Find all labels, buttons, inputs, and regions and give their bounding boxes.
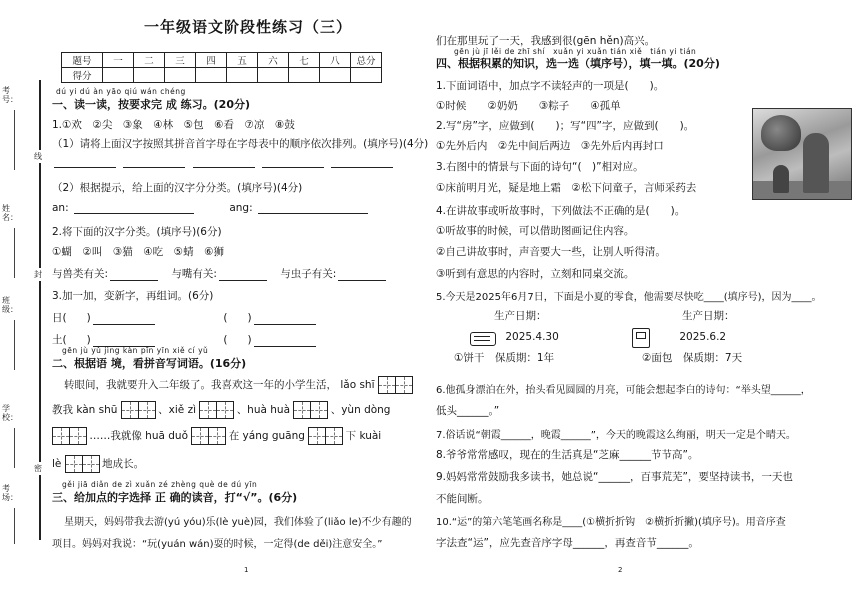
p2-line-4 bbox=[52, 455, 144, 473]
writing-grid[interactable] bbox=[199, 401, 233, 419]
prod1-name: ①饼干 保质期：1年 bbox=[454, 352, 555, 364]
score-cell: 五 bbox=[227, 53, 258, 68]
category-label: 与嘴有关: bbox=[171, 268, 217, 280]
prod1-row bbox=[468, 328, 559, 346]
binding-margin bbox=[0, 0, 46, 593]
right-page bbox=[432, 0, 852, 593]
r-q3-options: ①床前明月光，疑是地上霜 ②松下问童子，言师采药去 bbox=[436, 182, 697, 194]
exam-room-blank[interactable] bbox=[14, 508, 15, 544]
category-blank[interactable] bbox=[110, 270, 158, 281]
section2-title: 二、根据语 境，看拼音写词语。(16分) bbox=[52, 357, 247, 370]
p2-text: 地成长。 bbox=[102, 458, 145, 470]
score-cell: 二 bbox=[134, 53, 165, 68]
q2-items: ①蝴 ②叫 ③猫 ④吃 ⑤蜻 ⑥狮 bbox=[52, 246, 224, 258]
r-q4-option: ③听到有意思的内容时，立刻和同桌交流。 bbox=[436, 268, 635, 280]
score-cell: 三 bbox=[165, 53, 196, 68]
q2-prompt: 2.将下面的汉字分类。(填序号)(6分) bbox=[52, 226, 222, 238]
q3-part: 土( bbox=[52, 334, 67, 346]
r-q3: 3.右图中的情景与下面的诗句“( )”相对应。 bbox=[436, 161, 644, 173]
pinyin-prompt: lè bbox=[52, 458, 62, 470]
an-blank[interactable] bbox=[74, 203, 194, 214]
answer-blank[interactable] bbox=[54, 157, 116, 168]
ang-label: ang: bbox=[229, 202, 253, 214]
pinyin-prompt: 教我 kàn shū bbox=[52, 404, 118, 416]
q3-part: ) bbox=[86, 312, 91, 324]
q2-categories bbox=[52, 266, 388, 281]
r-q2-options: ①先外后内 ②先中间后两边 ③先外后内再封口 bbox=[436, 140, 664, 152]
q1-sub2: （2）根据提示，给上面的汉字分分类。(填序号)(4分) bbox=[52, 182, 303, 194]
name-blank[interactable] bbox=[14, 228, 15, 278]
section2-pinyin: gēn jù yǔ jìng kàn pīn yīn xiě cí yǔ bbox=[62, 346, 209, 355]
score-input-cell[interactable] bbox=[351, 68, 382, 83]
p2-line-2 bbox=[52, 401, 390, 419]
p2-line-3 bbox=[52, 427, 381, 445]
answer-blank[interactable] bbox=[254, 314, 316, 325]
ang-blank[interactable] bbox=[258, 203, 368, 214]
r-q2: 2.写“房”字，应做到( )；写“四”字，应做到( )。 bbox=[436, 120, 695, 132]
poem-illustration bbox=[752, 108, 852, 200]
prod2-date: 2025.6.2 bbox=[679, 331, 727, 343]
q1-chars: 1.①欢 ②尖 ③象 ④林 ⑤包 ⑥看 ⑦凉 ⑧鼓 bbox=[52, 119, 295, 131]
class-label: 班级： bbox=[2, 296, 18, 314]
answer-blank[interactable] bbox=[254, 336, 316, 347]
exam-number-label: 考号： bbox=[2, 86, 18, 104]
score-table bbox=[61, 52, 382, 83]
category-label: 与兽类有关: bbox=[52, 268, 109, 280]
pinyin-prompt: 、yùn dòng bbox=[330, 404, 391, 416]
score-input-cell[interactable] bbox=[134, 68, 165, 83]
pinyin-prompt: 在 yáng guāng bbox=[228, 430, 305, 442]
score-cell: 四 bbox=[196, 53, 227, 68]
writing-grid[interactable] bbox=[191, 427, 225, 445]
r-q9-line1: 9.妈妈常常鼓励我多读书，她总说“______，百事荒芜”，要坚持读书，一天也 bbox=[436, 471, 793, 483]
q3-part: ( bbox=[223, 334, 228, 346]
pinyin-prompt: 下 kuài bbox=[345, 430, 382, 442]
score-cell: 总分 bbox=[351, 53, 382, 68]
continued-line: 们在那里玩了一天，我感到很(gēn hěn)高兴。 bbox=[436, 35, 656, 47]
left-page bbox=[48, 0, 429, 593]
section4-pinyin: gēn jù jī lěi de zhī shí xuǎn yi xuǎn tián xiě tián yi tián bbox=[454, 47, 697, 56]
school-blank[interactable] bbox=[14, 428, 15, 468]
q3-part: ( bbox=[223, 312, 228, 324]
score-input-cell[interactable] bbox=[258, 68, 289, 83]
section1-pinyin: dú yi dú àn yāo qiú wán chéng bbox=[56, 87, 186, 96]
p2-text: 转眼间，我就要升入二年级了。我喜欢这一年的小学生活， bbox=[64, 379, 337, 391]
r-q9-line2: 不能间断。 bbox=[436, 493, 489, 505]
answer-blank[interactable] bbox=[123, 157, 185, 168]
q1-sub1: （1）请将上面汉字按照其拼音首字母在字母表中的顺序依次排列。(填序号)(4分) bbox=[52, 138, 429, 150]
score-input-cell[interactable] bbox=[320, 68, 351, 83]
score-cell: 得分 bbox=[62, 68, 103, 83]
elder-figure-shape bbox=[803, 133, 829, 193]
page-number: 1 bbox=[244, 566, 249, 574]
prod2-label: 生产日期： bbox=[682, 310, 735, 322]
section4-title: 四、根据积累的知识，选一选（填序号），填一填。(20分) bbox=[436, 57, 720, 70]
ground-shape bbox=[753, 181, 851, 199]
q3-row-2 bbox=[52, 332, 318, 347]
exam-room-label: 考场： bbox=[2, 484, 18, 502]
writing-grid[interactable] bbox=[308, 427, 342, 445]
writing-grid[interactable] bbox=[378, 376, 412, 394]
q3-part: ) bbox=[247, 334, 252, 346]
page-number: 2 bbox=[618, 566, 623, 574]
r-q4-option: ①听故事的时候，可以借助图画记住内容。 bbox=[436, 225, 635, 237]
r-q5: 5.今天是2025年6月7日，下面是小夏的零食，他需要尽快吃____(填序号)，因为____。 bbox=[436, 292, 822, 303]
r-q6-line2: 低头______。” bbox=[436, 405, 500, 417]
q3-part: ) bbox=[86, 334, 91, 346]
q1-an-ang-row bbox=[52, 202, 370, 214]
r-q10-line1: 10.“运”的第六笔笔画名称是____(①横折折钩 ②横折折撇)(填序号)。用音序查 bbox=[436, 517, 786, 528]
bread-icon bbox=[626, 328, 654, 346]
q3-prompt: 3.加一加，变新字，再组词。(6分) bbox=[52, 290, 214, 302]
r-q6-line1: 6.他孤身漂泊在外，抬头看见圆圆的月亮，可能会想起李白的诗句：“举头望______， bbox=[436, 385, 811, 396]
r-q10-line2: 字法查“运”，应先查音序字母______，再查音节______。 bbox=[436, 537, 699, 549]
cut-word-line: 线 bbox=[34, 152, 42, 161]
writing-grid[interactable] bbox=[293, 401, 327, 419]
cut-word-close: 密 bbox=[34, 464, 42, 473]
score-table-score-row bbox=[62, 68, 382, 83]
score-input-cell[interactable] bbox=[289, 68, 320, 83]
writing-grid[interactable] bbox=[121, 401, 155, 419]
q1-sub1-answer-line[interactable] bbox=[52, 156, 395, 168]
q3-row-1 bbox=[52, 310, 318, 325]
an-label: an: bbox=[52, 202, 69, 214]
exam-number-blank[interactable] bbox=[14, 110, 15, 170]
r-q8: 8.爷爷常常感叹，现在的生活真是“芝麻______节节高”。 bbox=[436, 449, 699, 461]
answer-blank[interactable] bbox=[193, 157, 255, 168]
score-input-cell[interactable] bbox=[227, 68, 258, 83]
cut-word-seal: 封 bbox=[34, 270, 42, 279]
child-figure-shape bbox=[773, 165, 789, 193]
p3-line-2: 项目。妈妈对我说：“玩(yuán wán)耍的时候，一定得(de děi)注意安全。” bbox=[52, 539, 383, 550]
class-blank[interactable] bbox=[14, 320, 15, 370]
name-label: 姓名： bbox=[2, 204, 18, 222]
score-input-cell[interactable] bbox=[103, 68, 134, 83]
score-input-cell[interactable] bbox=[196, 68, 227, 83]
section3-title: 三、给加点的字选择 正 确的读音，打“√”。(6分) bbox=[52, 491, 298, 504]
score-table-header-row bbox=[62, 53, 382, 68]
score-cell: 七 bbox=[289, 53, 320, 68]
answer-blank[interactable] bbox=[331, 157, 393, 168]
writing-grid[interactable] bbox=[65, 455, 99, 473]
r-q4-option: ②自己讲故事时，声音要大一些，让别人听得清。 bbox=[436, 246, 666, 258]
pinyin-prompt: 、xiě zì bbox=[158, 404, 196, 416]
answer-blank[interactable] bbox=[262, 157, 324, 168]
writing-grid[interactable] bbox=[52, 427, 86, 445]
r-q7: 7.俗话说“朝霞______，晚霞______”，今天的晚霞这么绚丽，明天一定是个晴天。 bbox=[436, 430, 796, 441]
prod2-row bbox=[626, 328, 726, 346]
q3-part: 日( bbox=[52, 312, 67, 324]
category-blank[interactable] bbox=[338, 270, 386, 281]
pine-tree-shape bbox=[761, 115, 801, 151]
pinyin-prompt: 、huà huà bbox=[236, 404, 291, 416]
r-q4: 4.在讲故事或听故事时，下列做法不正确的是( )。 bbox=[436, 205, 686, 217]
r-q1-options: ①时候 ②奶奶 ③粽子 ④孤单 bbox=[436, 100, 621, 112]
pinyin-prompt: ……我就像 huā duǒ bbox=[89, 430, 189, 442]
section1-title: 一、读一读，按要求完 成 练习。(20分) bbox=[52, 98, 251, 111]
biscuit-icon bbox=[468, 328, 496, 346]
category-blank[interactable] bbox=[219, 270, 267, 281]
score-cell: 题号 bbox=[62, 53, 103, 68]
school-label: 学校： bbox=[2, 404, 18, 422]
answer-blank[interactable] bbox=[93, 314, 155, 325]
prod1-date: 2025.4.30 bbox=[505, 331, 559, 343]
pinyin-prompt: lǎo shī bbox=[340, 379, 375, 391]
score-cell: 一 bbox=[103, 53, 134, 68]
score-cell: 六 bbox=[258, 53, 289, 68]
score-cell: 八 bbox=[320, 53, 351, 68]
prod2-name: ②面包 保质期：7天 bbox=[642, 352, 743, 364]
r-q1: 1.下面词语中，加点字不读轻声的一项是( )。 bbox=[436, 80, 665, 92]
section3-pinyin: gěi jiā diǎn de zì xuǎn zé zhèng què de dú yīn bbox=[62, 480, 258, 489]
page-title: 一年级语文阶段性练习（三） bbox=[144, 18, 353, 36]
p3-line-1: 星期天，妈妈带我去游(yú yóu)乐(lè yuè)园，我们体验了(liǎo le)不少有趣的 bbox=[64, 517, 412, 528]
score-input-cell[interactable] bbox=[165, 68, 196, 83]
category-label: 与虫子有关: bbox=[280, 268, 337, 280]
q3-part: ) bbox=[247, 312, 252, 324]
p2-line-1 bbox=[64, 376, 412, 394]
prod1-label: 生产日期： bbox=[494, 310, 547, 322]
